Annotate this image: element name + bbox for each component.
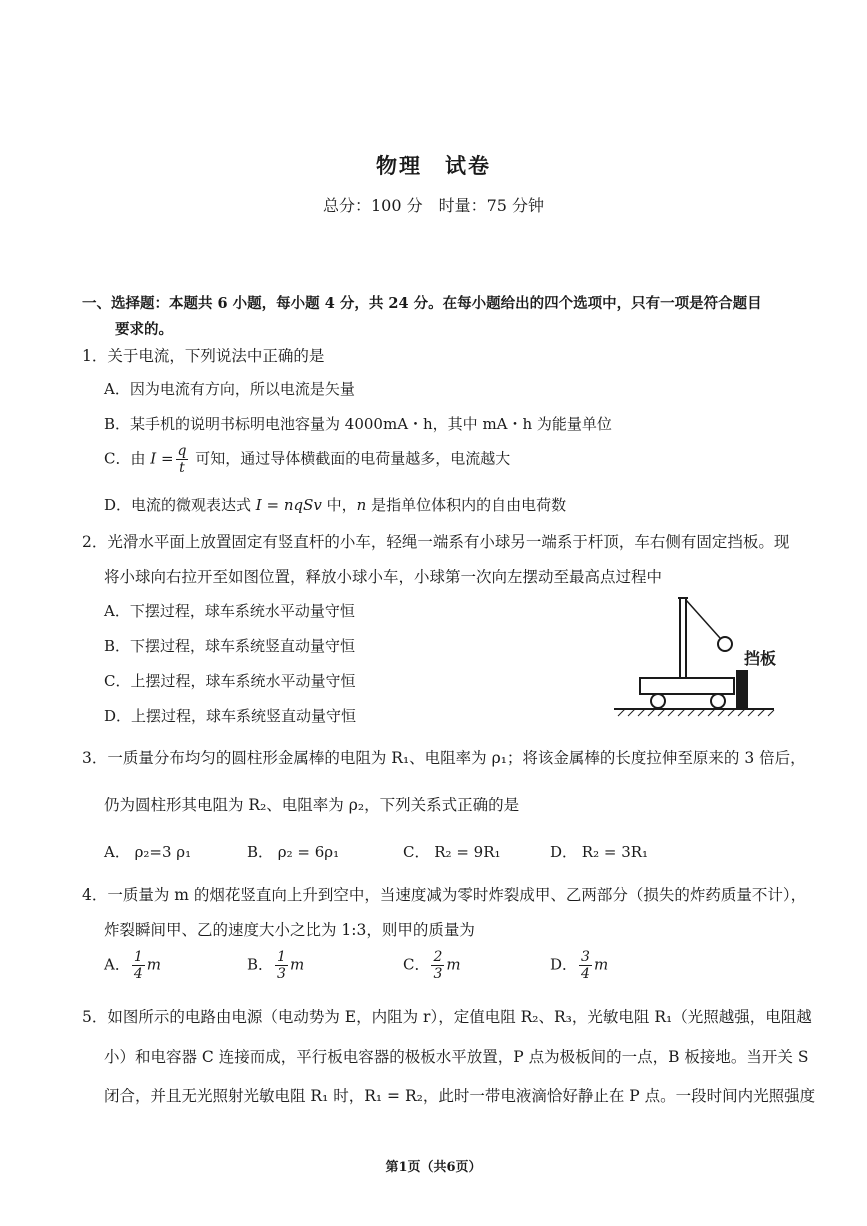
- q4-d-fraction: [579, 950, 592, 981]
- q1-d-mid: 中，: [321, 496, 357, 514]
- q4-d-var: m: [593, 955, 609, 974]
- q4-option-b: [247, 950, 304, 981]
- q3-stem-line2: 仍为圆柱形其电阻为 R₂、电阻率为 ρ₂，下列关系式正确的是: [104, 796, 520, 814]
- q1-option-d: [104, 494, 566, 515]
- exam-title: 物理 试卷: [376, 153, 491, 178]
- q2-option-b: B．下摆过程，球车系统竖直动量守恒: [104, 637, 356, 655]
- section-heading: 一、选择题：本题共 6 小题，每小题 4 分，共 24 分。在每小题给出的四个选项中，只有一项是符合题目: [82, 295, 762, 312]
- q4-c-numerator: 2: [433, 949, 443, 965]
- q1-c-fraction: [176, 444, 189, 475]
- q3-option-d: D． R₂ = 3R₁: [550, 843, 649, 861]
- q3-option-b: B． ρ₂ = 6ρ₁: [247, 843, 340, 861]
- q1-d-formula: I = nqSv: [255, 496, 322, 514]
- q2-figure: [604, 592, 788, 722]
- small-ball: [718, 637, 732, 651]
- q5-line1: 5．如图所示的电路由电源（电动势为 E，内阻为 r），定值电阻 R₂、R₃，光敏电阻 R₁（光照越强，电阻越: [82, 1008, 812, 1026]
- q4-option-d: [550, 950, 608, 981]
- q4-b-fraction: [275, 950, 288, 981]
- cart-wheel-left: [651, 694, 665, 708]
- q4-stem-line2: 炸裂瞬间甲、乙的速度大小之比为 1:3，则甲的质量为: [104, 921, 475, 939]
- q1-d-n: n: [356, 496, 367, 514]
- q2-stem-line2: 将小球向右拉开至如图位置，释放小球小车，小球第一次向左摆动至最高点过程中: [104, 568, 663, 586]
- q2-option-c: C．上摆过程，球车系统水平动量守恒: [104, 672, 356, 690]
- q4-c-fraction: [431, 950, 444, 981]
- q3-stem-line1: 3．一质量分布均匀的圆柱形金属棒的电阻为 R₁、电阻率为 ρ₁；将该金属棒的长度拉伸至原来的 3 倍后，: [82, 749, 806, 767]
- q4-a-denominator: 4: [133, 966, 143, 982]
- q2-stem-line1: 2．光滑水平面上放置固定有竖直杆的小车，轻绳一端系有小球另一端系于杆顶，车右侧有固定挡板。现: [82, 533, 790, 551]
- q4-c-label: C．: [403, 955, 430, 974]
- q1-d-suffix: 是指单位体积内的自由电荷数: [366, 496, 567, 514]
- q4-a-numerator: 1: [133, 949, 143, 965]
- q4-d-label: D．: [550, 955, 578, 974]
- q1-c-prefix: C．由: [104, 449, 151, 468]
- ground-hatching: [618, 709, 774, 716]
- q4-option-a: [104, 950, 161, 981]
- cart-pole: [678, 598, 688, 678]
- q1-c-suffix: 可知，通过导体横截面的电荷量越多，电流越大: [190, 449, 511, 468]
- cart-wheel-right: [711, 694, 725, 708]
- q4-a-var: m: [146, 955, 161, 974]
- q4-c-var: m: [446, 955, 461, 974]
- q4-stem-line1: 4．一质量为 m 的烟花竖直向上升到空中，当速度减为零时炸裂成甲、乙两部分（损失的炸药质量不计），: [82, 886, 807, 904]
- light-rope: [686, 600, 720, 638]
- q4-d-numerator: 3: [581, 949, 590, 965]
- q4-b-var: m: [289, 955, 305, 974]
- q2-option-a: A．下摆过程，球车系统水平动量守恒: [104, 602, 355, 620]
- exam-subtitle: 总分：100 分 时量：75 分钟: [322, 196, 545, 215]
- q1-c-formula: I =: [150, 449, 174, 468]
- q3-option-c: C． R₂ = 9R₁: [403, 843, 501, 861]
- q3-option-a: A． ρ₂=3 ρ₁: [104, 843, 192, 861]
- cart-body: [640, 678, 734, 694]
- baffle-label: 挡板: [744, 651, 777, 668]
- q1-option-a: A．因为电流有方向，所以电流是矢量: [104, 380, 355, 398]
- q4-a-fraction: [132, 950, 145, 981]
- section-heading-cont: 要求的。: [115, 321, 173, 338]
- baffle: [736, 670, 748, 708]
- q4-c-denominator: 3: [433, 966, 443, 982]
- q4-a-label: A．: [104, 955, 130, 974]
- page-footer: 第1页（共6页）: [385, 1160, 482, 1175]
- q1-c-denominator: t: [179, 460, 185, 476]
- q1-stem: 1．关于电流，下列说法中正确的是: [82, 347, 325, 365]
- q1-c-numerator: q: [177, 443, 187, 459]
- q4-b-numerator: 1: [277, 949, 286, 965]
- q1-option-c: [104, 444, 510, 475]
- q5-line2: 小）和电容器 C 连接而成，平行板电容器的极板水平放置，P 点为极板间的一点，B 板接地。当开关 S: [104, 1048, 809, 1066]
- q5-line3: 闭合，并且无光照射光敏电阻 R₁ 时，R₁ = R₂，此时一带电液滴恰好静止在 P 点。一段时间内光照强度: [104, 1087, 816, 1105]
- q2-option-d: D．上摆过程，球车系统竖直动量守恒: [104, 707, 357, 725]
- q4-option-c: [403, 950, 461, 981]
- q4-b-denominator: 3: [277, 966, 286, 982]
- q4-d-denominator: 4: [581, 966, 590, 982]
- q4-b-label: B．: [247, 955, 274, 974]
- q1-option-b: B．某手机的说明书标明电池容量为 4000mA・h，其中 mA・h 为能量单位: [104, 415, 612, 433]
- q1-d-prefix: D．电流的微观表达式: [104, 496, 256, 514]
